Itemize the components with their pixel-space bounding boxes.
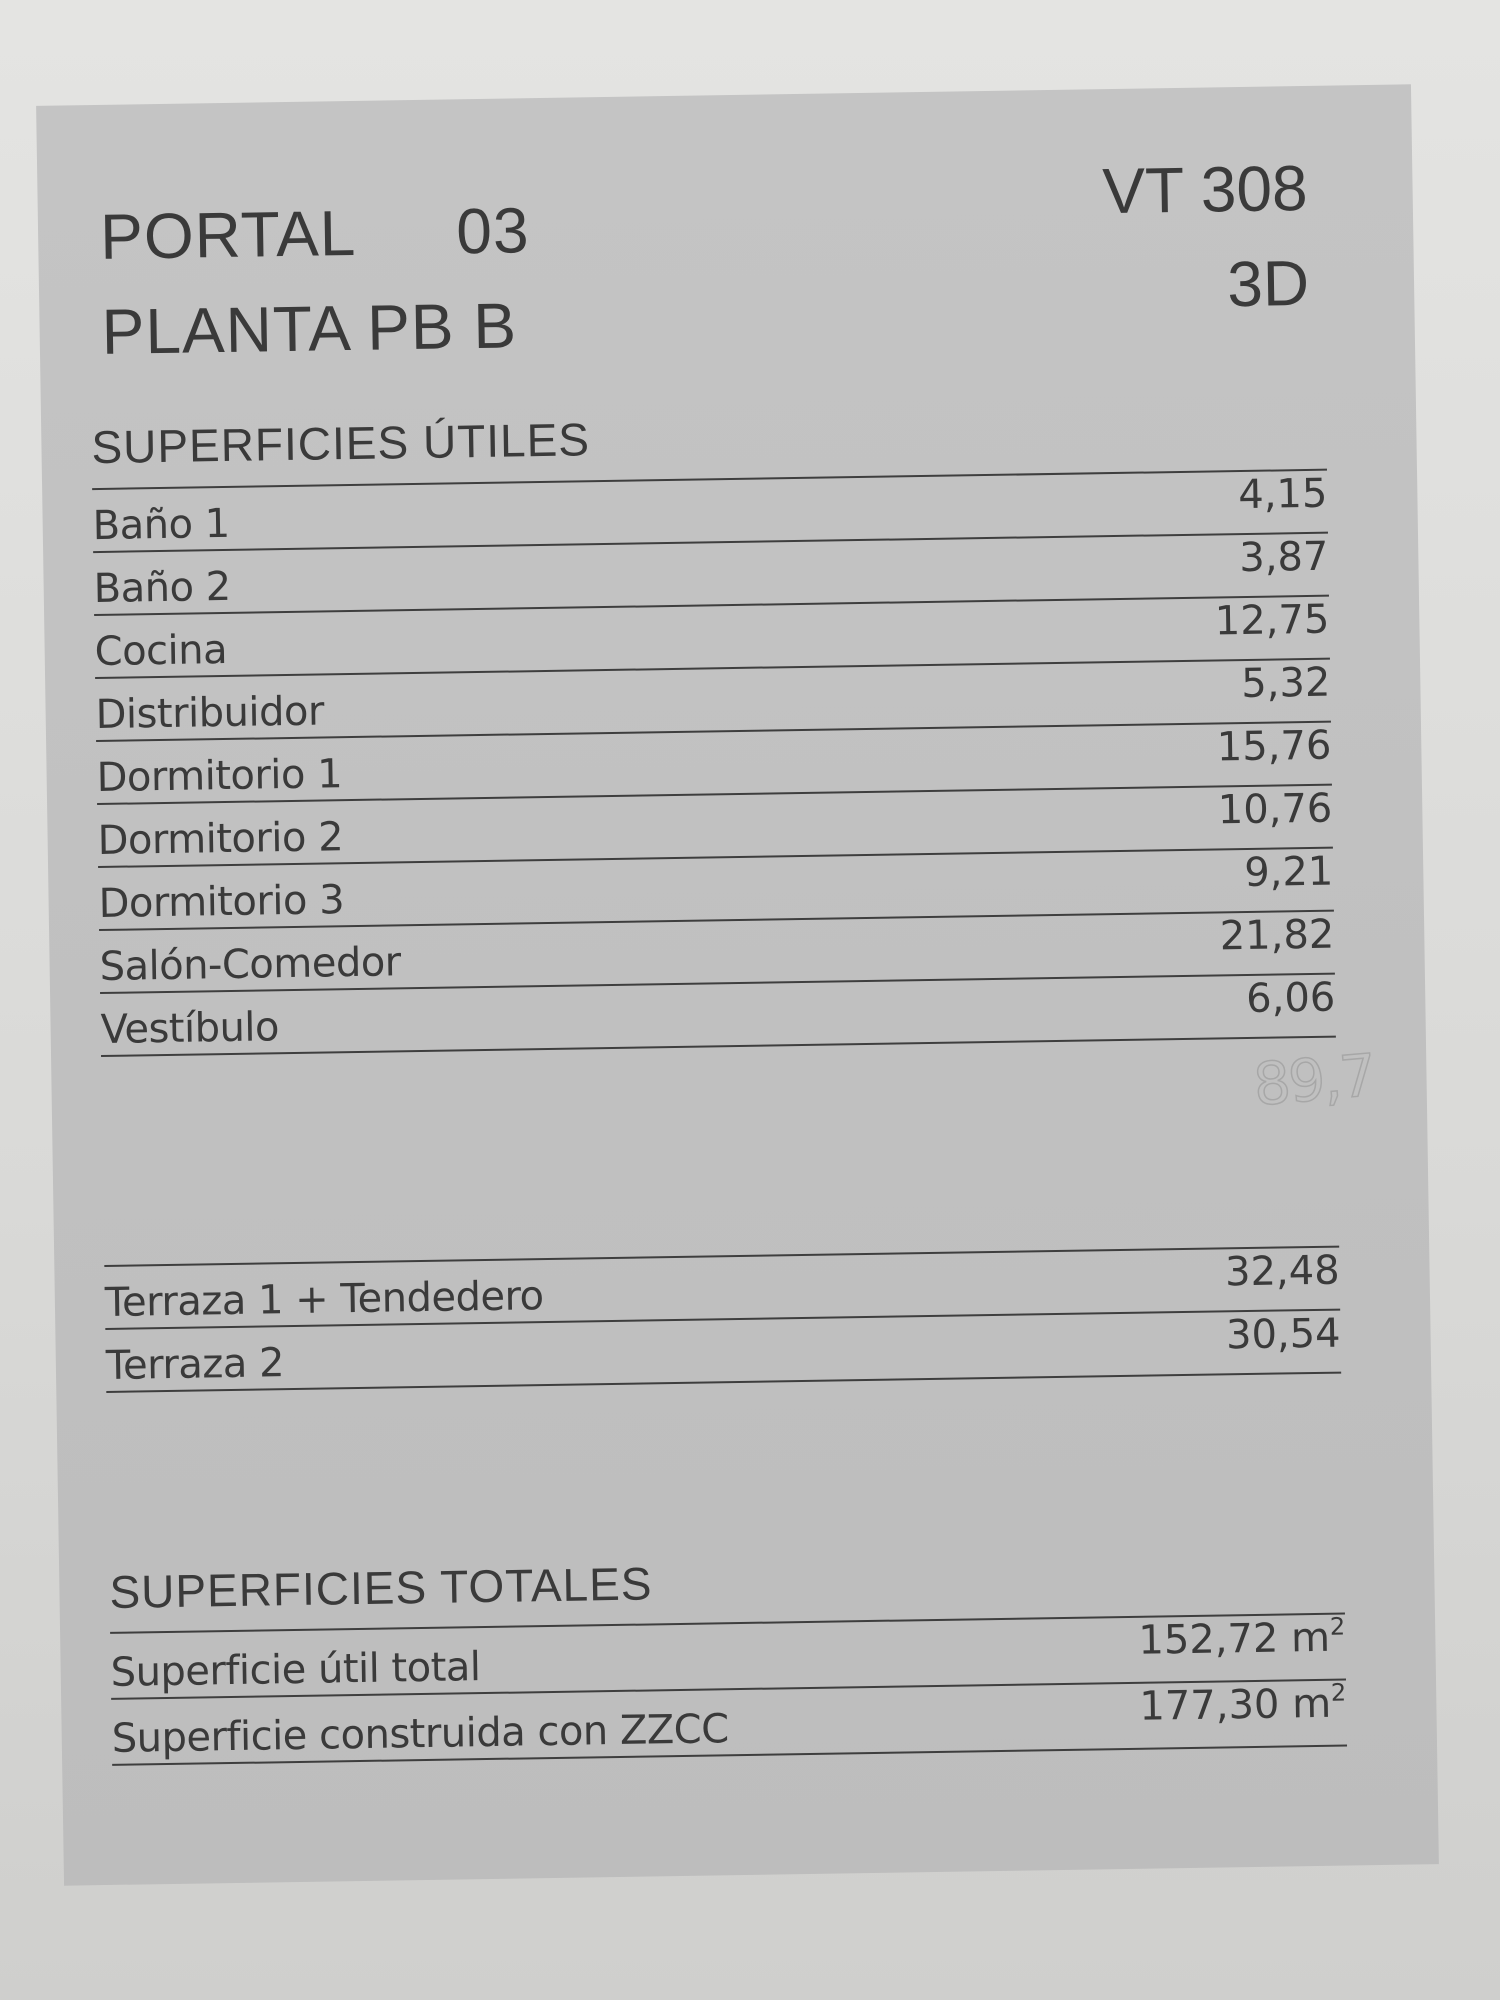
- superficies-utiles-title: SUPERFICIES ÚTILES: [91, 413, 591, 474]
- area-unit: [1290, 1612, 1346, 1662]
- portal-number: 03: [455, 194, 531, 268]
- area-unit: [1291, 1678, 1347, 1728]
- area-sheet: [36, 84, 1439, 1885]
- room-area: 15,76: [1216, 722, 1332, 771]
- unit-type: 3D: [1226, 246, 1310, 321]
- room-label: Salón-Comedor: [99, 939, 402, 991]
- portal-heading: [100, 193, 530, 274]
- room-label: Dormitorio 3: [98, 877, 345, 928]
- room-area: 5,32: [1240, 659, 1331, 708]
- total-area-number: 152,72: [1138, 1615, 1279, 1664]
- total-area-number: 177,30: [1139, 1681, 1280, 1730]
- room-area: 3,87: [1238, 533, 1329, 582]
- unit-base: m: [1291, 1680, 1332, 1728]
- room-area: 10,76: [1217, 785, 1333, 834]
- room-area: 4,15: [1237, 470, 1328, 519]
- terrace-label: Terraza 1 + Tendedero: [104, 1273, 544, 1326]
- room-area: 12,75: [1214, 596, 1330, 645]
- terrace-area: 32,48: [1224, 1247, 1340, 1296]
- room-label: Dormitorio 2: [97, 814, 344, 865]
- terrazas-table: [104, 1246, 1341, 1393]
- unit-exponent: 2: [1329, 1612, 1346, 1641]
- unit-base: m: [1290, 1614, 1331, 1662]
- portal-label: PORTAL: [99, 196, 357, 273]
- room-label: Dormitorio 1: [96, 751, 343, 802]
- superficies-totales-title: SUPERFICIES TOTALES: [109, 1557, 653, 1618]
- total-area: [1139, 1678, 1347, 1730]
- room-label: Cocina: [94, 626, 228, 676]
- terrace-label: Terraza 2: [105, 1340, 285, 1389]
- room-label: Distribuidor: [95, 688, 325, 739]
- terrace-area: 30,54: [1225, 1310, 1341, 1359]
- unit-reference-code: VT 308: [1101, 151, 1309, 228]
- room-label: Vestíbulo: [100, 1004, 280, 1054]
- room-area: 21,82: [1219, 911, 1335, 960]
- room-label: Baño 1: [92, 500, 231, 550]
- unit-exponent: 2: [1330, 1678, 1347, 1707]
- total-area: [1138, 1612, 1346, 1664]
- handwritten-subtotal: 89,7: [1250, 1040, 1378, 1120]
- total-label: Superficie útil total: [110, 1644, 481, 1696]
- total-label: Superficie construida con ZZCC: [111, 1706, 729, 1762]
- room-area: 6,06: [1245, 974, 1336, 1023]
- superficies-utiles-table: [92, 469, 1336, 1057]
- superficies-totales-table: [110, 1613, 1347, 1766]
- room-area: 9,21: [1243, 848, 1334, 897]
- room-label: Baño 2: [93, 563, 231, 613]
- planta-heading: PLANTA PB B: [101, 289, 518, 368]
